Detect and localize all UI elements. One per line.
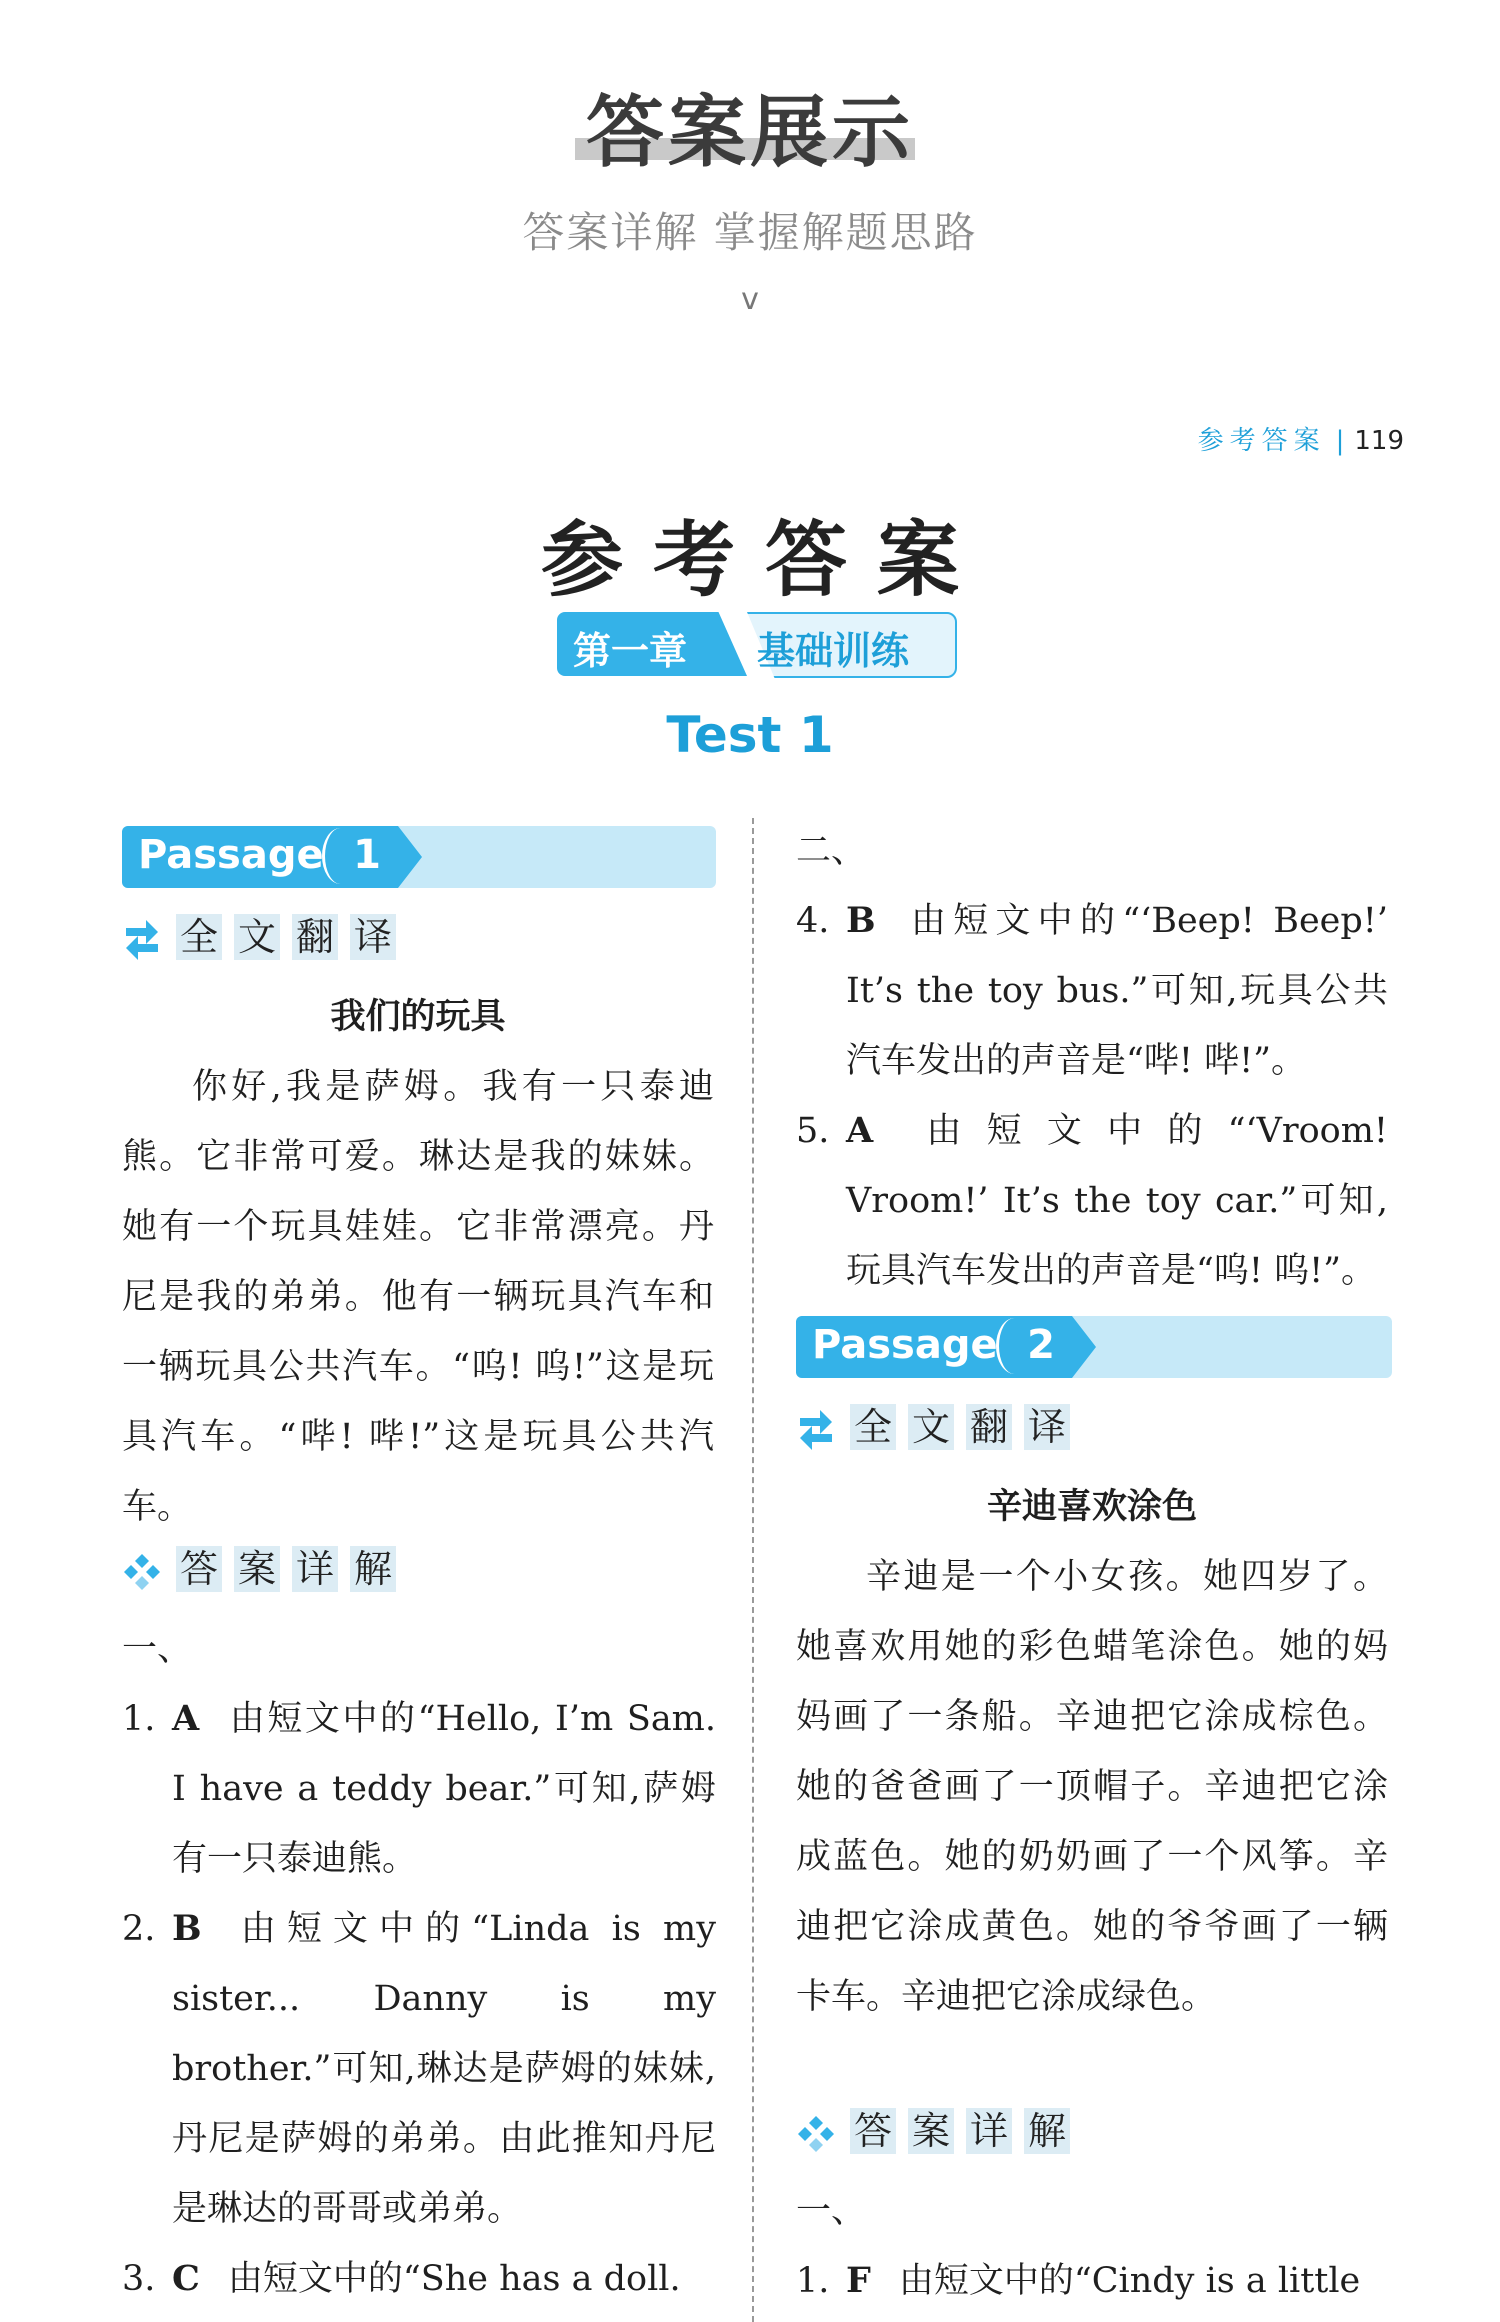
answer-item: 1. A 由短文中的“Hello, I’m Sam. I have a teddy bear.”可知,萨姆有一只泰迪熊。 [122,1698,716,1879]
swap-arrows-icon [122,918,162,962]
right-column-answers [796,816,1388,1306]
story-title: 我们的玩具 [330,996,506,1037]
answer-item: 3. C 由短文中的“She has a doll. [122,2258,681,2299]
story-text: 辛迪是一个小女孩。她四岁了。她喜欢用她的彩色蜡笔涂色。她的妈妈画了一条船。辛迪把它涂成棕色。她的爸爸画了一顶帽子。辛迪把它涂成蓝色。她的奶奶画了一个风筝。辛迪把它涂成黄色。她的爷爷画了一辆卡车。辛迪把它涂成绿色。 [796,1557,1388,2017]
passage-1-answers [122,1614,716,2314]
answer-item: 4. B 由短文中的“‘Beep! Beep!’ It’s the toy bus.”可知,玩具公共汽车发出的声音是“哔! 哔!”。 [796,900,1388,1081]
part-one-label: 一、 [796,2191,867,2231]
header-title: 答案展示 [585,88,914,178]
running-head-label: 参考答案 [1197,426,1326,456]
running-head-separator: | [1335,426,1345,456]
running-head [1198,420,1404,457]
story-title: 辛迪喜欢涂色 [986,1486,1197,1527]
passage-label: Passage [138,832,324,878]
answer-item: 2. B 由短文中的“Linda is my sister... Danny is my brother.”可知,琳达是萨姆的妹妹,丹尼是萨姆的弟弟。由此推知丹尼是琳达的哥哥或弟弟。 [122,1908,716,2229]
passage-2-translation [796,1472,1388,2032]
passage-label: Passage [812,1322,998,1368]
column-divider [752,818,754,2322]
diamond-cluster-icon [796,2112,836,2156]
part-two-label: 二、 [796,831,867,871]
swap-arrows-icon [796,1408,836,1452]
chapter-badge [557,612,955,676]
main-title: 参考答案 [540,512,989,608]
diamond-cluster-icon [122,1550,162,1594]
page-number: 119 [1354,426,1404,456]
header-subtitle: 答案详解 掌握解题思路 [522,208,978,257]
chapter-name: 基础训练 [757,629,910,673]
test-title: Test 1 [666,706,834,764]
answer-item: 1. F 由短文中的“Cindy is a little [796,2260,1361,2301]
story-text: 你好,我是萨姆。我有一只泰迪熊。它非常可爱。琳达是我的妹妹。她有一个玩具娃娃。它非常漂亮。丹尼是我的弟弟。他有一辆玩具汽车和一辆玩具公共汽车。“呜! 呜!”这是玩具汽车。“哔! 哔!”这是玩具公共汽车。 [122,1067,714,1527]
passage-1-bar [122,826,716,888]
part-one-label: 一、 [122,1629,193,1669]
chevron-down-icon: v [741,282,759,317]
passage-number: 1 [353,832,381,878]
passage-number: 2 [1027,1322,1055,1368]
passage-1-translation [122,982,714,1542]
passage-2-bar [796,1316,1392,1378]
passage-2-answers [796,2176,1388,2316]
chapter-number: 第一章 [573,629,688,673]
answer-item: 5. A 由短文中的“‘Vroom! Vroom!’ It’s the toy car.”可知,玩具汽车发出的声音是“呜! 呜!”。 [796,1110,1388,1291]
